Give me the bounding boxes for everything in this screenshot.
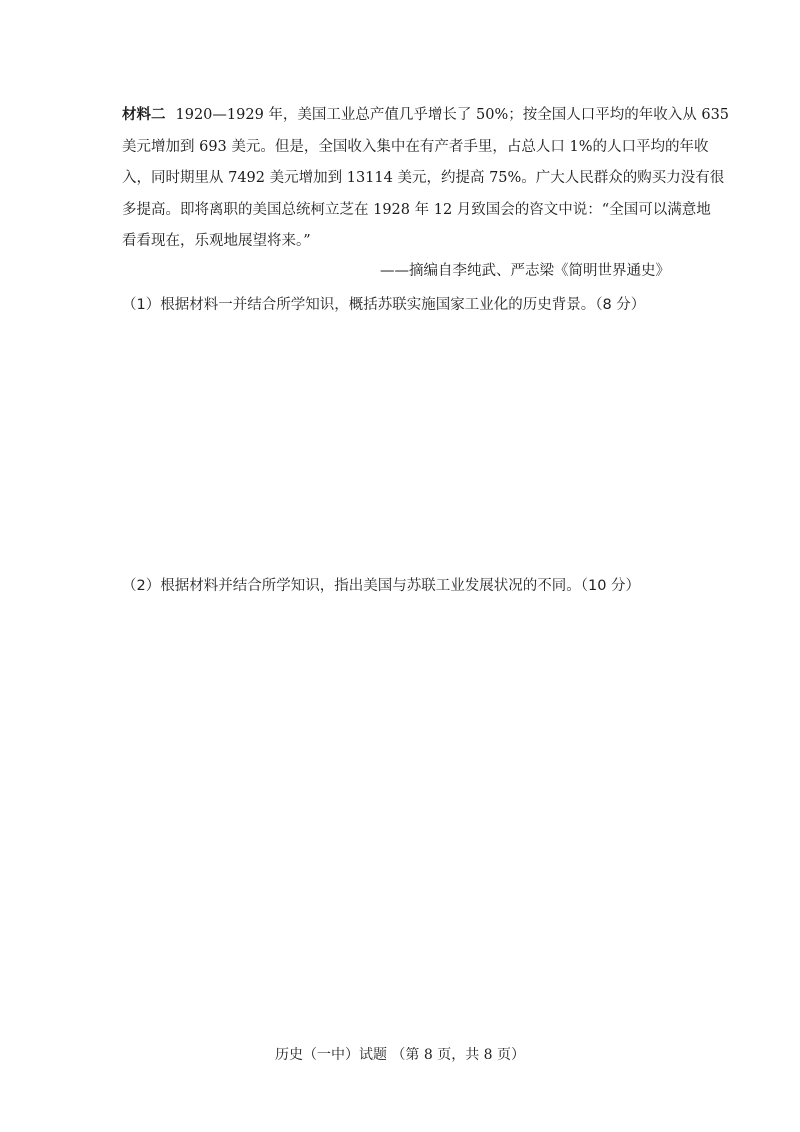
material-two-passage [122, 100, 730, 258]
material-line-1-text: 1920—1929 年，美国工业总产值几乎增长了 50%；按全国人口平均的年收入从 635 [175, 107, 730, 123]
material-label: 材料二 [122, 107, 166, 123]
material-line-4: 多提高。即将离职的美国总统柯立芝在 1928 年 12 月致国会的咨文中说：“全国可以满意地 [122, 201, 711, 218]
material-line-3: 入，同时期里从 7492 美元增加到 13114 美元，约提高 75%。广大人民群众的购买力没有很 [122, 170, 725, 186]
answer-space-1[interactable] [122, 325, 670, 565]
question-1: （1）根据材料一并结合所学知识，概括苏联实施国家工业化的历史背景。（8 分） [122, 297, 646, 313]
material-line-1 [122, 100, 730, 132]
material-line-2: 美元增加到 693 美元。但是，全国收入集中在有产者手里，占总人口 1%的人口平均的年收 [122, 138, 709, 155]
material-line-5: 看看现在，乐观地展望将来。” [122, 233, 311, 249]
material-source-citation: ——摘编自李纯武、严志梁《简明世界通史》 [380, 263, 670, 279]
question-2: （2）根据材料并结合所学知识，指出美国与苏联工业发展状况的不同。（10 分） [122, 578, 641, 594]
answer-space-2[interactable] [122, 606, 670, 1026]
page-footer: 历史（一中）试题 （第 8 页，共 8 页） [274, 1047, 526, 1063]
